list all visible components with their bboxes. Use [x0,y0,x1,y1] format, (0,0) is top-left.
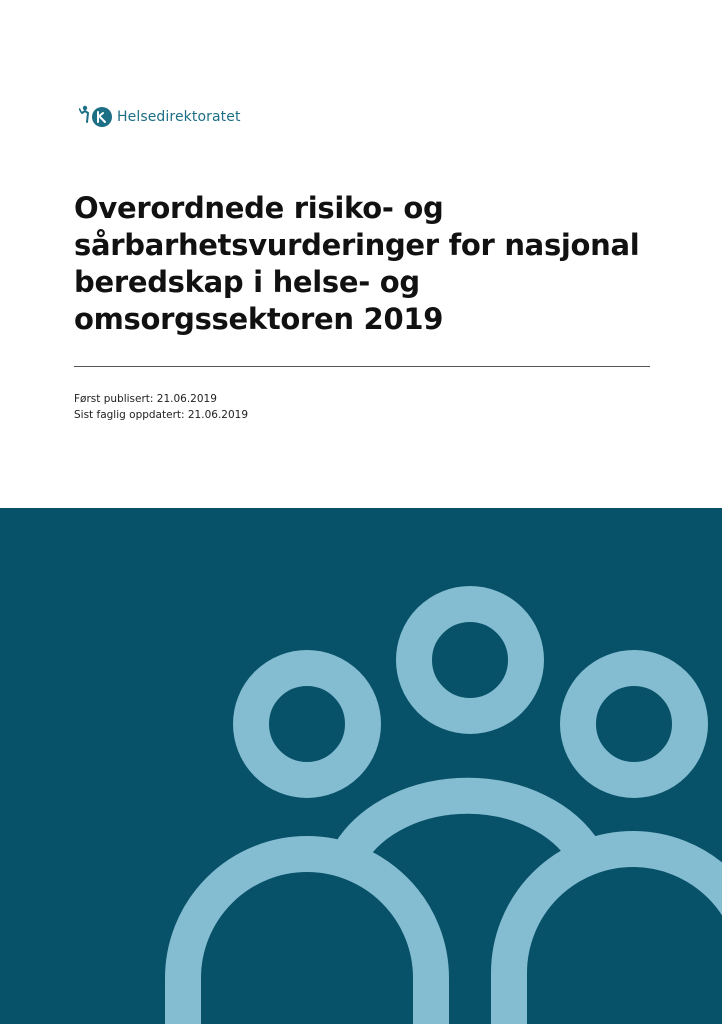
title-line: omsorgssektoren 2019 [74,302,444,336]
title-line: sårbarhetsvurderinger for nasjonal [74,228,640,262]
body-left [183,854,431,1024]
divider [74,366,650,367]
title-line: Overordnede risiko- og [74,191,444,225]
first-published: Først publisert: 21.06.2019 [74,393,217,405]
head-left [251,668,363,780]
body-right [509,849,722,1024]
page-title [74,190,664,338]
logo [79,104,241,130]
logo-text: Helsedirektoratet [117,109,241,125]
title-line: beredskap i helse- og [74,265,420,299]
last-updated: Sist faglig oppdatert: 21.06.2019 [74,409,248,421]
people-group-illustration [0,508,722,1024]
head-center [414,604,526,716]
helsedirektoratet-logo-icon [79,104,113,130]
body-center [350,796,585,853]
publication-info [74,391,248,423]
head-right [578,668,690,780]
cover-illustration [0,508,722,1024]
